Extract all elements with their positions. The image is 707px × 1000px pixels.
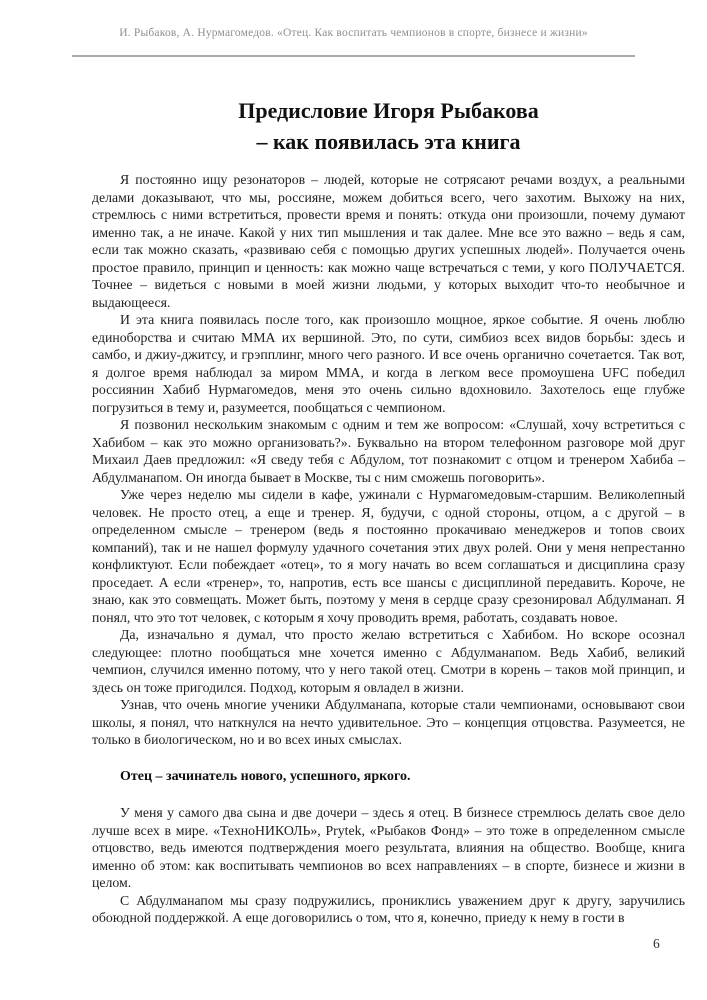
body-paragraph: Я постоянно ищу резонаторов – людей, которые не сотрясают речами воздух, а реальными делами доказывают, что мы, россияне, можем добиться всего, чего захотим. Выхожу на них, стремлюсь с ними встретиться, провести время и понять: откуда они произошли, почему думают именно так, а не иначе. Какой у них тип мышления и так далее. Мне все это важно – ведь я сам, если так можно сказать, «развиваю себя с помощью других успешных людей». Получается очень простое правило, принцип и ценность: как можно чаще встречаться с теми, у кого ПОЛУЧАЕТСЯ. Точнее – видеться с новыми в моей жизни людьми, у которых выходит что-то необычное и выдающееся. [92, 172, 685, 310]
body-paragraph: Я позвонил нескольким знакомым с одним и тем же вопросом: «Слушай, хочу встретиться с Хабибом – как это можно организовать?». Буквально на втором телефонном разговоре мой друг Михаил Даев предложил: «Я сведу тебя с Абдулом, тот познакомит с отцом и тренером Хабиба – Абдулманапом. Он иногда бывает в Москве, ты с ним сможешь поговорить». [92, 417, 685, 485]
body-paragraph: И эта книга появилась после того, как произошло мощное, яркое событие. Я очень люблю единоборства и считаю ММА их вершиной. Это, по сути, симбиоз всех видов борьбы: здесь и самбо, и джиу-джитсу, и грэпплинг, много чего разного. И все очень органично сочетается. Так вот, я долгое время наблюдал за миром ММА, и когда в легком весе промоушена UFC победил россиянин Хабиб Нурмагомедов, меня это очень сильно вдохновило. Захотелось еще глубже погрузиться в тему и, разумеется, пообщаться с чемпионом. [92, 312, 685, 415]
body-paragraph: Да, изначально я думал, что просто желаю встретиться с Хабибом. Но вскоре осознал следующее: плотно пообщаться мне хочется именно с Абдулманапом. Ведь Хабиб, великий чемпион, случился именно потому, что у него такой отец. Смотри в корень – таков мой принцип, и здесь он тоже пригодился. Подход, которым я овладел в жизни. [92, 627, 685, 695]
header-rule [72, 55, 635, 57]
chapter-title-line-1: Предисловие Игоря Рыбакова [238, 98, 539, 123]
body-paragraph: Уже через неделю мы сидели в кафе, ужинали с Нурмагомедовым-старшим. Великолепный человек. Не просто отец, а еще и тренер. Я, будучи, с одной стороны, отцом, а с другой – в определенном смысле – тренером (ведь я постоянно прокачиваю менеджеров и топов своих компаний), так и не нашел формулу удачного сочетания этих двух ролей. Они у меня непрестанно конфликтуют. Если побеждает «отец», то я могу начать во всем соглашаться и дисциплина сразу проседает. А если «тренер», то, напротив, есть все шансы с дисциплиной передавить. Короче, не знаю, как это совмещать. Может быть, поэтому у меня в сердце сразу срезонировал Абдулманап. Я понял, что это тот человек, с которым я хочу проводить время, работать, создавать новое. [92, 487, 685, 625]
body-paragraph: С Абдулманапом мы сразу подружились, прониклись уважением друг к другу, заручились обоюдной поддержкой. А еще договорились о том, что я, конечно, приеду к нему в гости в [92, 892, 685, 925]
body-paragraph: У меня у самого два сына и две дочери – здесь я отец. В бизнесе стремлюсь делать свое дело лучше всех в мире. «ТехноНИКОЛЬ», Prytek, «Рыбаков Фонд» – это тоже в определенном смысле отцовство, ведь имеются подтверждения моего результата, влияния на общество. Вообще, книга именно об этом: как воспитывать чемпионов во всех направлениях – в спорте, бизнесе и жизни в целом. [92, 805, 685, 890]
page-body [92, 95, 685, 927]
chapter-title-line-2: – как появилась эта книга [256, 129, 521, 154]
body-paragraph: Узнав, что очень многие ученики Абдулманапа, которые стали чемпионами, основывают свои школы, я понял, что наткнулся на нечто удивительное. Это – концепция отцовства. Разумеется, не только в биологическом, но и во всех иных смыслах. [92, 697, 685, 747]
page-number: 6 [650, 936, 660, 952]
chapter-title [92, 95, 685, 157]
section-subheading: Отец – зачинатель нового, успешного, яркого. [120, 768, 411, 784]
running-header: И. Рыбаков, А. Нурмагомедов. «Отец. Как воспитать чемпионов в спорте, бизнесе и жизни» [119, 27, 588, 39]
